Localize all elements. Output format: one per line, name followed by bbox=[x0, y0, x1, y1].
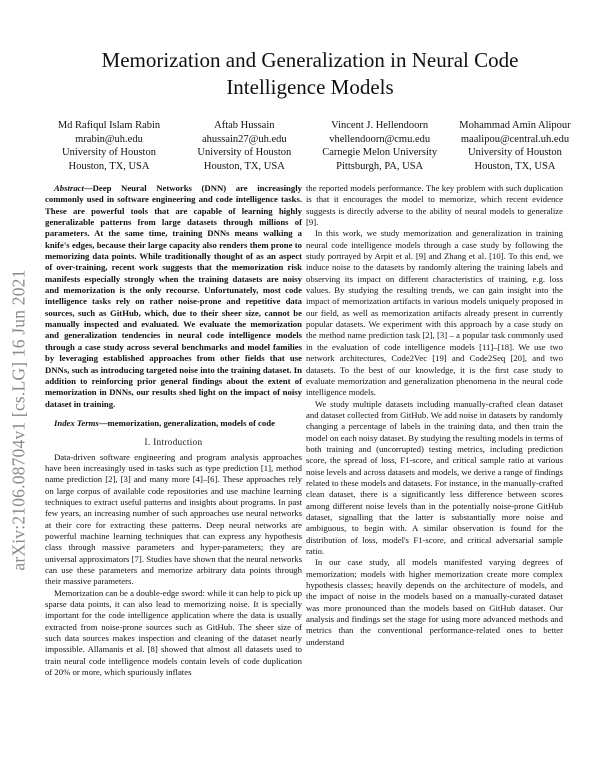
paragraph: In our case study, all models manifested varying degrees of memorization; models with higher memorization create more complex hypothesis classes; heavily depends on the architecture of models, and the impact of noise in the models based on a manually-curated dataset was more pronounced than the models based on GitHub dataset. Our analysis and findings set the stage for using more advanced methods and metrics than the conventional performance-related ones to better understand bbox=[306, 557, 563, 647]
paragraph: Memorization can be a double-edge sword: while it can help to pick up sparse data points, it can also lead to memorizing noise. It is specially important for the code intelligence application where the data is usually extracted from noise-prone sources such as GitHub. The sheer size of such data sources makes inspection and cleaning of the dataset nearly impossible. Allamanis et al. [8] showed that almost all datasets used to train neural code intelligence models contain levels of code duplication of 20% or more, which spuriously inflates bbox=[45, 587, 302, 678]
author-4 bbox=[450, 119, 580, 173]
author-email: vhellendoorn@cmu.edu bbox=[329, 133, 431, 145]
abstract-text: —Deep Neural Networks (DNN) are increasingly commonly used in software engineering and code intelligence tasks. These are powerful tools that are capable of learning highly generalizable patterns from large datasets through millions of parameters. At the same time, training DNNs means walking a knife's edges, because their large capacity also renders them prone to memorizing data points. While traditionally thought of as an aspect of over-training, recent work suggests that the memorization risk manifests especially strongly when the training datasets are noisy and memorization is the only recourse. Unfortunately, most code intelligence tasks rely on rather noise-prone and repetitive data sources, such as GitHub, which, due to their sheer size, cannot be manually inspected and evaluated. We evaluate the memorization and generalization tendencies in neural code intelligence models through a case study across several benchmarks and model families by leveraging established approaches from other fields that use DNNs, such as introducing targeted noise into the training dataset. In addition to reinforcing prior general findings about the extent of memorization in DNNs, our results shed light on the impact of noisy dataset in training. bbox=[45, 183, 302, 409]
author-email: ahussain27@uh.edu bbox=[202, 133, 287, 145]
author-name: Aftab Hussain bbox=[214, 120, 275, 131]
author-location: Houston, TX, USA bbox=[474, 160, 556, 172]
arxiv-identifier: arXiv:2106.08704v1 [cs.LG] 16 Jun 2021 bbox=[8, 269, 29, 571]
index-terms-text: —memorization, generalization, models of code bbox=[98, 417, 275, 428]
author-affiliation: University of Houston bbox=[62, 147, 156, 158]
author-affiliation: Carnegie Melon University bbox=[322, 147, 438, 158]
left-column bbox=[45, 183, 302, 678]
arxiv-side-label bbox=[6, 255, 32, 585]
author-affiliation: University of Houston bbox=[197, 147, 292, 158]
author-location: Houston, TX, USA bbox=[68, 160, 150, 172]
abstract-label: Abstract bbox=[54, 183, 84, 193]
author-email: maalipou@central.uh.edu bbox=[460, 133, 570, 145]
author-location: Houston, TX, USA bbox=[203, 160, 285, 172]
paper-title: Memorization and Generalization in Neural Code Intelligence Models bbox=[101, 48, 519, 99]
paragraph: We study multiple datasets including manually-crafted clean dataset and dataset collected from GitHub. We add noise in datasets by randomly changing a percentage of labels in the training data, and then train the model on each noisy dataset. By studying the resulting models in terms of both training and (uncorrupted) testing metrics, including prediction score, the spread of loss, F1-score, and critical sample ratio at various noise levels and across datasets and models, we derive a range of findings related to these models and datasets. For instance, in the manually-crafted clean dataset, there is a significantly less difference between scores among different noise levels than in the potentially noise-prone GitHub dataset, signalling that the latter is substantially more noise and ambiguous, to begin with. A similar observation is found for the distribution of loss, model's F1-score, and critical adversarial sample ratio. bbox=[306, 398, 563, 556]
index-terms-label: Index Terms bbox=[54, 417, 99, 428]
author-email: mrabin@uh.edu bbox=[75, 133, 143, 145]
author-name: Mohammad Amin Alipour bbox=[459, 120, 571, 131]
abstract bbox=[45, 183, 302, 410]
index-terms bbox=[45, 418, 302, 429]
paragraph: the reported models performance. The key problem with such duplication is that it encourages the model to memorize, which recent evidence suggests is directly adverse to the ability of neural models to generalize [9]. bbox=[306, 183, 563, 228]
author-1 bbox=[44, 119, 174, 173]
author-location: Pittsburgh, PA, USA bbox=[336, 160, 424, 172]
paragraph: Data-driven software engineering and program analysis approaches have been increasingly used in tasks such as type prediction [1], method name prediction [2], [3] and many more [4]–[6]. These approaches rely on large corpus of available code repositories and use machine learning techniques to extract useful patterns and insights about programs. In past few years, an increasing number of such approaches use neural networks at their core for extracting these patterns. Deep neural networks are powerful machine learning techniques that can express any hypothesis class through massive parameters and hyper-parameters; they are universal approximators [7]. Studies have shown that the neural networks can use these parameters and memorize arbitrary data points through their massive parameters. bbox=[45, 451, 302, 587]
author-block bbox=[44, 119, 580, 173]
author-3 bbox=[315, 119, 445, 173]
author-2 bbox=[179, 119, 309, 173]
author-name: Vincent J. Hellendoorn bbox=[331, 120, 429, 131]
paragraph: In this work, we study memorization and generalization in training neural code intelligence models through a case study by following the study portrayed by Arpit et al. [9] and Zhang et al. [10]. To this end, we induce noise to the datasets by randomly altering the training labels and observing its impact on different characteristics of training, e.g. loss values. By studying the resulting trends, we can gain insight into the impact of memorization artifacts in various models uniquely proposed in our field, as well as memorization artifacts already present in currently popular datasets. We experiment with this approach by a case study on the method name prediction task [2], [3] – a popular task commonly used in the evaluation of code intelligence models [11]–[18]. We use two network architectures, Code2Vec [19] and Code2Seq [20], and two datasets. To the best of our knowledge, it is the first case study to evaluate memorization and generalization phenomena in the neural code intelligence models. bbox=[306, 228, 563, 398]
right-column bbox=[306, 183, 563, 648]
section-heading-introduction: I. Introduction bbox=[144, 437, 203, 448]
author-affiliation: University of Houston bbox=[468, 147, 562, 158]
author-name: Md Rafiqul Islam Rabin bbox=[57, 120, 161, 131]
